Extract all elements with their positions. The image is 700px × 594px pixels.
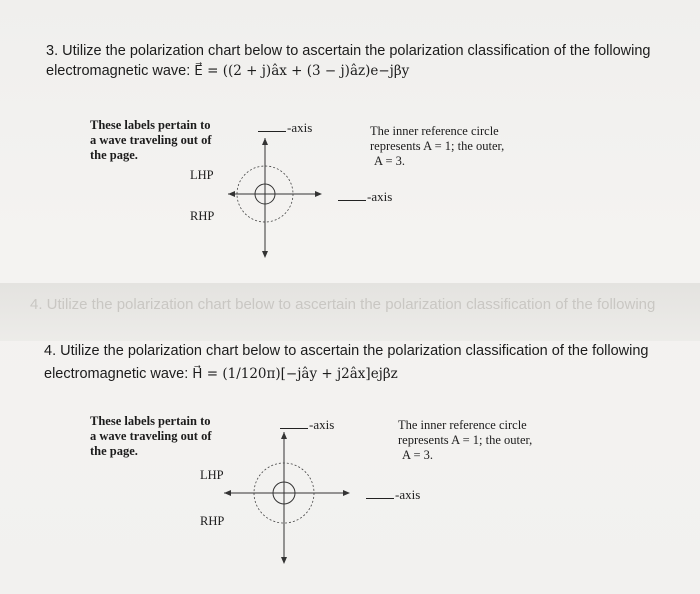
q4-wave-label: electromagnetic wave: (44, 366, 189, 382)
q3-ref-line-3: A = 3. (374, 154, 406, 168)
q3-equation: E⃗ = ((2 + j)âx + (3 − j)âz)e−jβy (194, 63, 410, 79)
q4-title: 4. Utilize the polarization chart below to ascertain the polarization classification of the following (44, 343, 649, 359)
q3-wave-line (46, 61, 409, 81)
q4-wave-line (44, 364, 398, 384)
q3-ref-text (370, 124, 504, 169)
q4-note-line-1: These labels pertain to (90, 414, 211, 428)
q4-bleedthrough-text: 4. Utilize the polarization chart below to ascertain the polarization classification of the following (30, 296, 656, 313)
q4-ref-line-3: A = 3. (402, 448, 434, 462)
q4-ref-line-1: The inner reference circle (398, 418, 527, 432)
q3-up-arrowhead (262, 138, 268, 145)
q4-ref-text (398, 418, 532, 463)
q3-down-arrowhead (262, 251, 268, 258)
q4-rhp-label: RHP (200, 514, 225, 528)
q4-down-arrowhead (281, 557, 287, 564)
q3-note-line-1: These labels pertain to (90, 118, 211, 132)
q4-note-line-2: a wave traveling out of (90, 429, 212, 443)
q4-top-axis-label: -axis (280, 417, 334, 433)
q3-ref-line-2: represents A = 1; the outer, (370, 139, 505, 153)
q3-rhp-label: RHP (190, 209, 215, 223)
q4-note (90, 414, 212, 459)
q3-left-arrowhead (228, 191, 235, 197)
q3-right-axis-label: -axis (338, 189, 392, 205)
q4-polarization-chart (224, 432, 354, 566)
q4-lhp-label: LHP (200, 468, 224, 482)
q3-polarization-chart (228, 138, 328, 260)
q4-note-line-3: the page. (90, 444, 138, 458)
q4-right-axis-label: -axis (366, 487, 420, 503)
q4-left-arrowhead (224, 490, 231, 496)
q3-ref-line-1: The inner reference circle (370, 124, 499, 138)
q3-note-line-3: the page. (90, 148, 138, 162)
q3-note (90, 118, 212, 163)
q4-up-arrowhead (281, 432, 287, 439)
q3-right-arrowhead (315, 191, 322, 197)
q4-equation: H⃗ = (1/120π)[−jây + j2âx]ejβz (192, 366, 398, 382)
q3-note-line-2: a wave traveling out of (90, 133, 212, 147)
q3-wave-label: electromagnetic wave: (46, 63, 191, 79)
q3-top-axis-label: -axis (258, 120, 312, 136)
q4-right-arrowhead (343, 490, 350, 496)
q3-lhp-label: LHP (190, 168, 214, 182)
q4-ref-line-2: represents A = 1; the outer, (398, 433, 533, 447)
q3-title: 3. Utilize the polarization chart below to ascertain the polarization classification of the following (46, 43, 651, 59)
